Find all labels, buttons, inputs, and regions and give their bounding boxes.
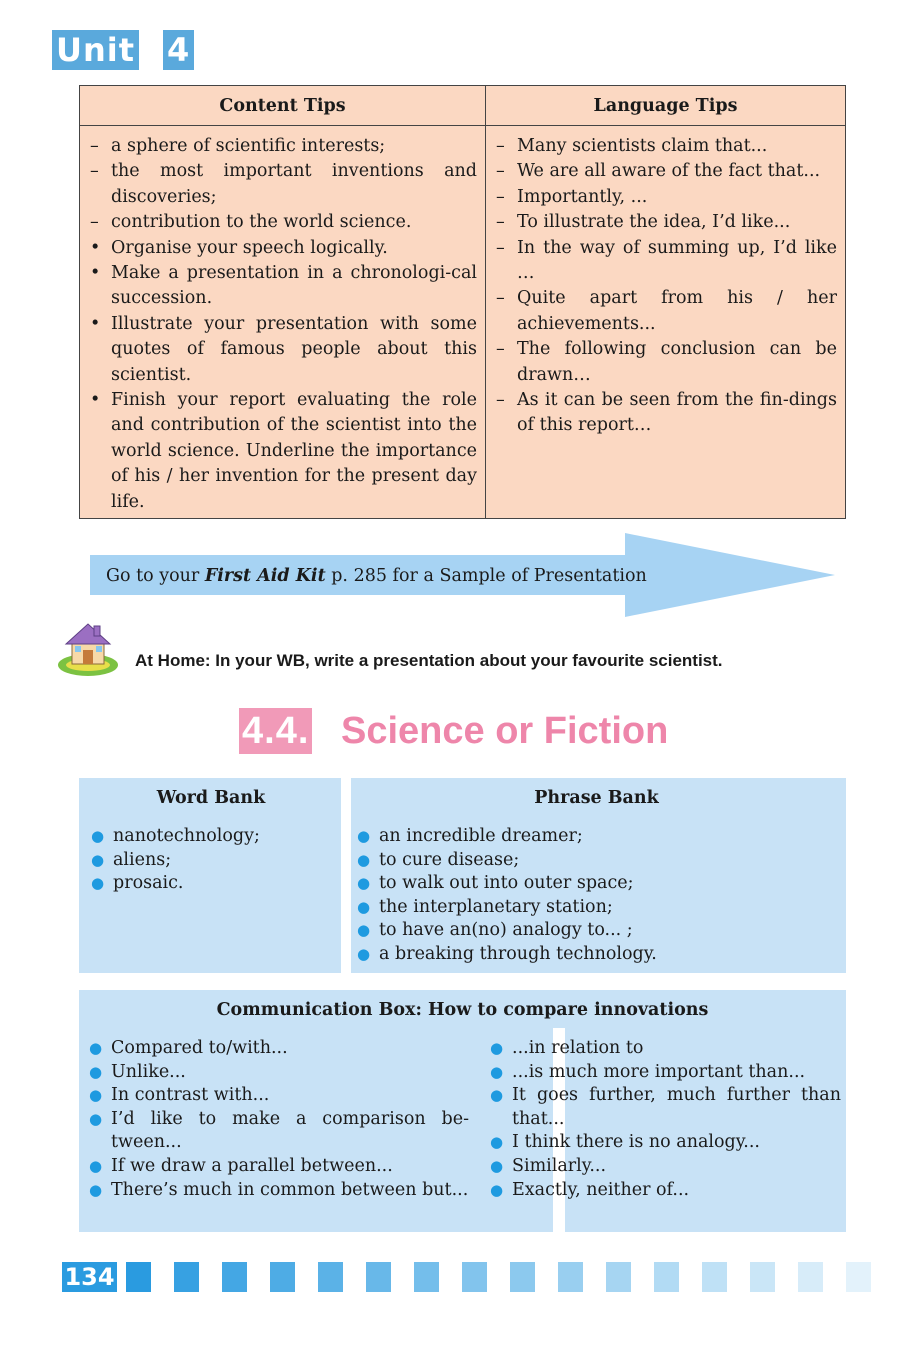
list-item-text: As it can be seen from the fin-dings of this report…: [517, 390, 837, 436]
house-icon: [56, 618, 120, 678]
list-marker: •: [90, 313, 101, 334]
footer-square: [558, 1262, 583, 1292]
first-aid-kit-emphasis: First Aid Kit: [204, 566, 326, 586]
bullet-icon: ●: [490, 1039, 504, 1057]
list-item-text: the interplanetary station;: [379, 896, 613, 917]
bullet-icon: ●: [89, 1156, 103, 1175]
content-tip-item: [90, 210, 477, 235]
list-item-text: In the way of summing up, I’d like …: [517, 237, 837, 284]
word-bank-item: [91, 825, 331, 849]
phrase-bank-box: [351, 778, 846, 973]
bullet-icon: ●: [91, 874, 105, 893]
bullet-icon: ●: [89, 1086, 103, 1105]
list-item-text: prosaic.: [113, 873, 184, 894]
list-item-text: We are all aware of the fact that...: [517, 161, 821, 182]
footer-square: [510, 1262, 535, 1292]
list-marker: –: [496, 237, 505, 258]
list-item-text: Finish your report evaluating the role and contribution of the scientist into the world science. Underline the importance of his / her invention for the present day life.: [111, 390, 477, 512]
phrase-bank-title: Phrase Bank: [534, 788, 659, 808]
list-item-text: Many scientists claim that...: [517, 136, 768, 156]
bullet-icon: ●: [357, 874, 371, 893]
phrase-bank-item: [357, 919, 836, 943]
list-marker: –: [496, 339, 505, 360]
list-item-text: To illustrate the idea, I’d like...: [517, 212, 791, 233]
list-item-text: The following conclusion can be drawn…: [517, 339, 837, 385]
communication-item: [89, 1037, 469, 1061]
content-tips-list: [80, 126, 486, 518]
footer-square: [798, 1262, 823, 1292]
footer-square: [846, 1262, 871, 1292]
communication-right-list: [490, 1037, 841, 1202]
word-bank-title: Word Bank: [156, 788, 266, 808]
communication-item: [490, 1155, 841, 1179]
bullet-icon: ●: [490, 1086, 504, 1105]
list-marker: –: [496, 186, 505, 207]
word-bank-box: [79, 778, 341, 973]
bullet-icon: ●: [357, 827, 371, 845]
list-item-text: There’s much in common between but...: [111, 1179, 469, 1200]
bullet-icon: ●: [89, 1109, 103, 1128]
content-tip-item: [90, 236, 477, 261]
list-item-text: an incredible dreamer;: [379, 826, 583, 846]
list-item-text: a sphere of scientific interests;: [111, 136, 386, 156]
footer-square: [318, 1262, 343, 1292]
list-marker: •: [90, 390, 101, 411]
tips-table: [79, 85, 846, 519]
unit-number: 4: [163, 30, 194, 70]
list-marker: –: [90, 161, 99, 182]
list-item-text: ...is much more important than...: [512, 1061, 806, 1082]
communication-item: [89, 1084, 469, 1108]
list-item-text: Quite apart from his / her achievements...: [517, 288, 837, 334]
communication-item: [490, 1084, 841, 1131]
communication-item: [490, 1179, 841, 1203]
communication-item: [89, 1179, 469, 1203]
language-tips-header: Language Tips: [486, 86, 845, 126]
list-item-text: Illustrate your presentation with some quotes of famous people about this scientist.: [111, 313, 477, 385]
bullet-icon: ●: [357, 897, 371, 916]
footer-square: [126, 1262, 151, 1292]
bullet-icon: ●: [490, 1133, 504, 1152]
unit-badge: [52, 30, 194, 70]
list-item-text: to walk out into outer space;: [379, 873, 634, 894]
bullet-icon: ●: [357, 944, 371, 963]
communication-item: [89, 1155, 469, 1179]
content-tip-item: [90, 159, 477, 210]
list-item-text: to cure disease;: [379, 849, 520, 870]
list-marker: –: [496, 288, 505, 309]
communication-item: [490, 1061, 841, 1085]
list-marker: –: [90, 212, 99, 233]
phrase-bank-list: [357, 825, 836, 967]
language-tip-item: [496, 388, 837, 439]
list-item-text: In contrast with...: [111, 1085, 270, 1106]
list-item-text: It goes further, much further than that...: [512, 1085, 841, 1129]
list-marker: –: [496, 212, 505, 233]
page-number: 134: [62, 1262, 117, 1292]
bullet-icon: ●: [89, 1062, 103, 1081]
list-item-text: ...in relation to: [512, 1038, 644, 1058]
bullet-icon: ●: [89, 1180, 103, 1199]
footer-square: [654, 1262, 679, 1292]
communication-item: [490, 1131, 841, 1155]
list-item-text: If we draw a parallel between...: [111, 1155, 393, 1176]
phrase-bank-item: [357, 872, 836, 896]
phrase-bank-item: [357, 896, 836, 920]
list-marker: –: [496, 136, 505, 156]
list-item-text: Unlike...: [111, 1061, 186, 1082]
list-item-text: to have an(no) analogy to... ;: [379, 920, 633, 941]
list-item-text: Compared to/with...: [111, 1038, 288, 1058]
list-item-text: contribution to the world science.: [111, 212, 412, 233]
communication-box: [79, 990, 846, 1232]
language-tip-item: [496, 134, 837, 159]
section-number: 4.4.: [239, 708, 312, 754]
word-bank-item: [91, 872, 331, 896]
bullet-icon: ●: [357, 921, 371, 940]
footer-square: [222, 1262, 247, 1292]
language-tips-list: [486, 126, 845, 518]
first-aid-kit-text: Go to your First Aid Kit p. 285 for a Sample of Presentation: [106, 566, 647, 586]
list-marker: –: [496, 390, 505, 411]
phrase-bank-item: [357, 849, 836, 873]
communication-box-title: Communication Box: How to compare innovations: [216, 1000, 709, 1020]
footer-square: [366, 1262, 391, 1292]
content-tip-item: [90, 134, 477, 159]
communication-item: [490, 1037, 841, 1061]
list-item-text: I think there is no analogy...: [512, 1132, 760, 1153]
footer-square: [414, 1262, 439, 1292]
section-title: Science or Fiction: [341, 710, 669, 752]
unit-label: Unit: [52, 30, 139, 70]
bullet-icon: ●: [91, 850, 105, 869]
list-marker: –: [90, 136, 99, 156]
bullet-icon: ●: [490, 1062, 504, 1081]
content-tip-item: [90, 312, 477, 388]
phrase-bank-item: [357, 825, 836, 849]
bullet-icon: ●: [89, 1039, 103, 1057]
list-marker: •: [90, 263, 101, 284]
language-tip-item: [496, 185, 837, 210]
content-tip-item: [90, 261, 477, 312]
word-bank-item: [91, 849, 331, 873]
footer-square: [270, 1262, 295, 1292]
list-item-text: nanotechnology;: [113, 826, 260, 846]
communication-item: [89, 1061, 469, 1085]
bullet-icon: ●: [490, 1156, 504, 1175]
list-item-text: Organise your speech logically.: [111, 237, 388, 258]
list-item-text: aliens;: [113, 849, 172, 870]
footer-square: [606, 1262, 631, 1292]
phrase-bank-item: [357, 943, 836, 967]
list-item-text: Make a presentation in a chronologi-cal succession.: [111, 263, 477, 309]
home-assignment-text: At Home: In your WB, write a presentation about your favourite scientist.: [135, 651, 723, 670]
list-item-text: Exactly, neither of...: [512, 1179, 690, 1200]
language-tip-item: [496, 236, 837, 287]
content-tips-header: Content Tips: [80, 86, 486, 126]
list-item-text: a breaking through technology.: [379, 943, 657, 964]
word-bank-list: [91, 825, 331, 896]
footer-square: [174, 1262, 199, 1292]
communication-left-list: [89, 1037, 469, 1202]
footer-square: [462, 1262, 487, 1292]
bullet-icon: ●: [91, 827, 105, 845]
language-tip-item: [496, 210, 837, 235]
list-item-text: I’d like to make a comparison be-tween...: [111, 1108, 469, 1153]
list-marker: –: [496, 161, 505, 182]
list-item-text: Similarly...: [512, 1155, 607, 1176]
language-tip-item: [496, 337, 837, 388]
list-item-text: the most important inventions and discoveries;: [111, 161, 477, 207]
communication-item: [89, 1108, 469, 1155]
bullet-icon: ●: [490, 1180, 504, 1199]
footer-square: [750, 1262, 775, 1292]
list-marker: •: [90, 237, 101, 258]
footer-square: [702, 1262, 727, 1292]
language-tip-item: [496, 286, 837, 337]
bullet-icon: ●: [357, 850, 371, 869]
list-item-text: Importantly, ...: [517, 186, 648, 207]
language-tip-item: [496, 159, 837, 184]
content-tip-item: [90, 388, 477, 515]
